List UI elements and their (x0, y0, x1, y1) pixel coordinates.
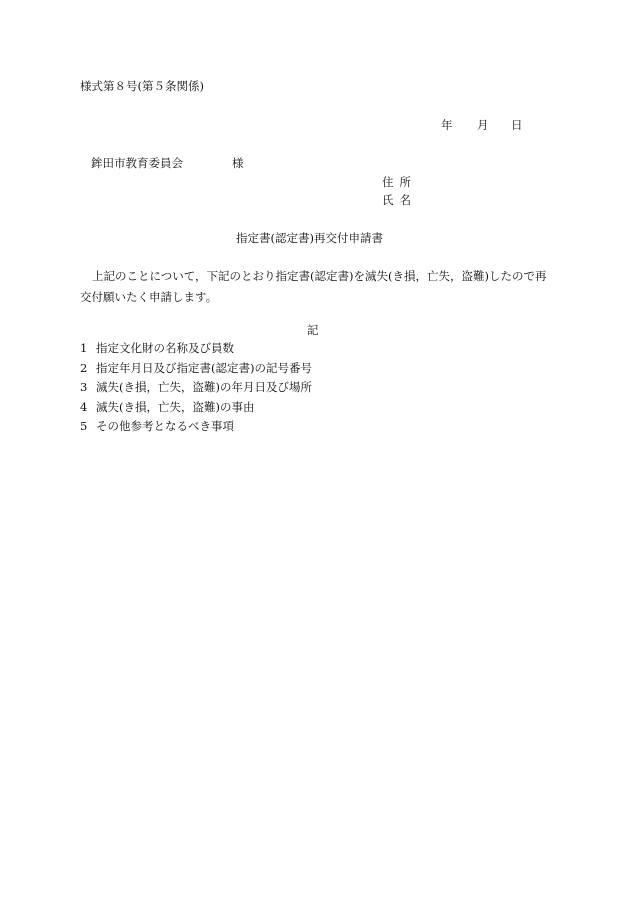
address-label: 住所 (382, 175, 417, 189)
body-text: 上記のことについて，下記のとおり指定書(認定書)を滅失(き損，亡失，盗難)したので再交付願いたく申請します。 (80, 269, 547, 304)
list-item (80, 381, 312, 401)
date-line (0, 119, 630, 135)
list-item (80, 401, 312, 421)
date-day-label: 日 (511, 118, 523, 132)
list-item (80, 420, 312, 440)
item-number: 1 (80, 341, 88, 355)
date-year-label: 年 (441, 118, 453, 132)
item-text: 滅失(き損，亡失，盗難)の事由 (96, 399, 255, 414)
item-list (80, 342, 312, 440)
addressee-honorific: 様 (232, 156, 244, 170)
ki-heading: 記 (307, 323, 319, 337)
list-item (80, 342, 312, 362)
item-text: 指定年月日及び指定書(認定書)の記号番号 (96, 360, 312, 375)
date-month-label: 月 (477, 118, 489, 132)
name-label: 氏名 (382, 193, 417, 207)
item-number: 5 (80, 419, 88, 433)
body-paragraph (80, 266, 550, 308)
item-number: 3 (80, 380, 88, 394)
item-text: 指定文化財の名称及び員数 (96, 341, 234, 355)
item-number: 2 (80, 360, 88, 375)
item-number: 4 (80, 399, 88, 414)
form-number: 様式第８号(第５条関係) (80, 79, 204, 93)
addressee-name: 鉾田市教育委員会 (91, 156, 183, 170)
document-title: 指定書(認定書)再交付申請書 (236, 231, 383, 245)
list-item (80, 362, 312, 382)
item-text: その他参考となるべき事項 (96, 419, 234, 433)
item-text: 滅失(き損，亡失，盗難)の年月日及び場所 (96, 380, 312, 394)
